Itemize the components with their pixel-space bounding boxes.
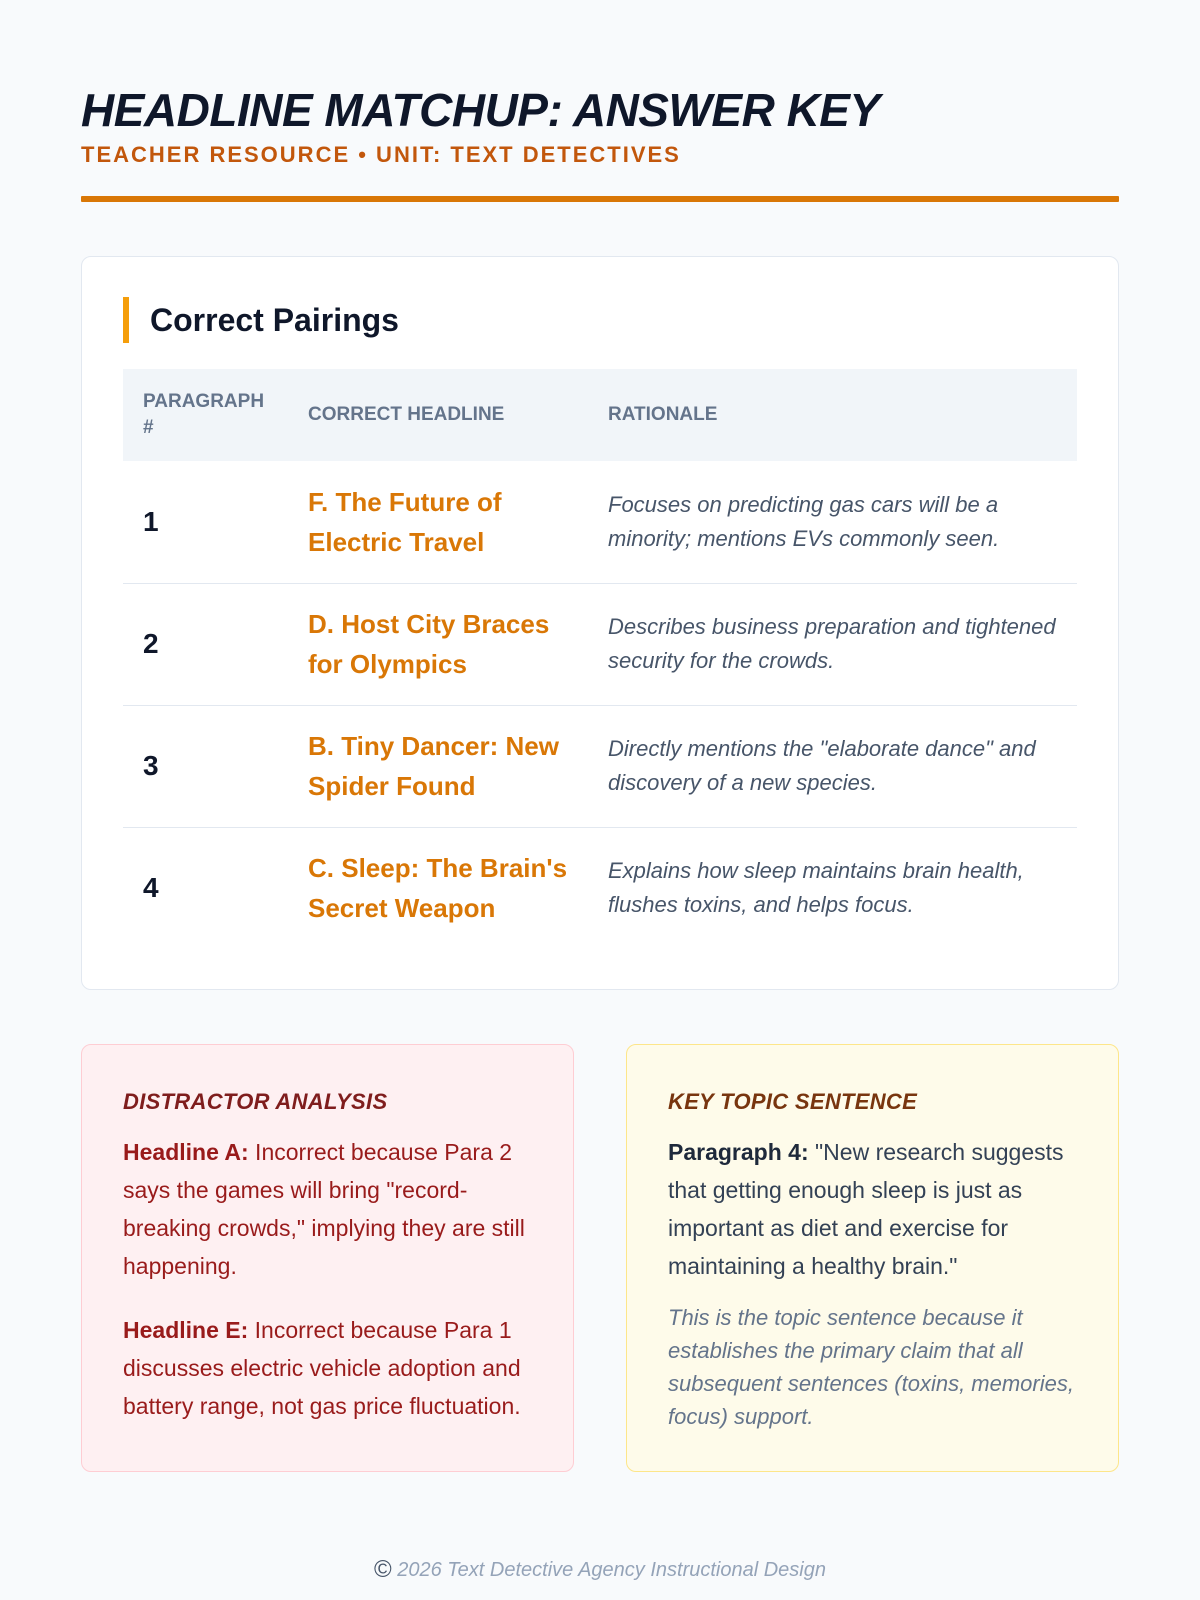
- card-title: [123, 297, 1077, 343]
- pairings-table: [123, 369, 1077, 949]
- table-header-row: [123, 369, 1077, 461]
- rationale: Explains how sleep maintains brain health, flushes toxins, and helps focus.: [608, 858, 1024, 918]
- topic-note: This is the topic sentence because it establishes the primary claim that all subsequent sentences (toxins, memories, focus) support.: [668, 1305, 1074, 1429]
- topic-label: Paragraph 4:: [668, 1139, 809, 1165]
- topic-quote-text: "New research suggests that getting enough sleep is just as important as diet and exercise for maintaining a healthy brain.": [668, 1139, 1064, 1279]
- page-subtitle: TEACHER RESOURCE • UNIT: TEXT DETECTIVES: [81, 142, 681, 167]
- distractor-text: Incorrect because Para 1 discusses electric vehicle adoption and battery range, not gas price fluctuation.: [123, 1317, 521, 1419]
- table-row: [123, 827, 1077, 949]
- paragraph-number: 3: [123, 705, 288, 827]
- copyright-icon: ©: [373, 1556, 392, 1583]
- correct-headline: F. The Future of Electric Travel: [288, 461, 588, 583]
- analysis-boxes: [81, 1044, 1119, 1472]
- column-header-rationale: RATIONALE: [608, 404, 718, 425]
- footer-text: 2026 Text Detective Agency Instructional Design: [397, 1559, 826, 1581]
- paragraph-number: 2: [123, 583, 288, 705]
- table-row: [123, 583, 1077, 705]
- distractor-item: [123, 1133, 532, 1285]
- page-title: HEADLINE MATCHUP: ANSWER KEY: [81, 84, 880, 136]
- distractor-label: Headline A:: [123, 1139, 249, 1165]
- rationale: Describes business preparation and tightened security for the crowds.: [588, 583, 1077, 705]
- rationale: Focuses on predicting gas cars will be a minority; mentions EVs commonly seen.: [588, 461, 1077, 583]
- correct-headline: D. Host City Braces for Olympics: [288, 583, 588, 705]
- card-title-text: Correct Pairings: [150, 301, 399, 338]
- correct-headline: B. Tiny Dancer: New Spider Found: [288, 705, 588, 827]
- correct-headline: C. Sleep: The Brain's Secret Weapon: [308, 853, 568, 924]
- table-row: [123, 461, 1077, 583]
- title-accent-bar: [123, 297, 129, 343]
- distractor-text: Incorrect because Para 2 says the games will bring "record-breaking crowds," implying they are still happening.: [123, 1139, 525, 1279]
- distractor-label: Headline E:: [123, 1317, 249, 1343]
- distractor-item: [123, 1311, 532, 1425]
- rationale: Directly mentions the "elaborate dance" and discovery of a new species.: [588, 705, 1077, 827]
- column-header-headline: CORRECT HEADLINE: [308, 404, 505, 425]
- correct-pairings-card: [81, 256, 1119, 990]
- distractor-analysis-box: [81, 1044, 574, 1472]
- topic-title: KEY TOPIC SENTENCE: [668, 1089, 918, 1114]
- paragraph-number: 1: [123, 461, 288, 583]
- column-header-paragraph: PARAGRAPH #: [143, 391, 265, 438]
- topic-quote: [668, 1133, 1077, 1285]
- key-topic-sentence-box: [626, 1044, 1119, 1472]
- header-divider: [81, 196, 1119, 202]
- distractor-title: DISTRACTOR ANALYSIS: [123, 1089, 388, 1114]
- footer: [0, 1556, 1200, 1584]
- table-row: [123, 705, 1077, 827]
- paragraph-number: 4: [143, 872, 159, 904]
